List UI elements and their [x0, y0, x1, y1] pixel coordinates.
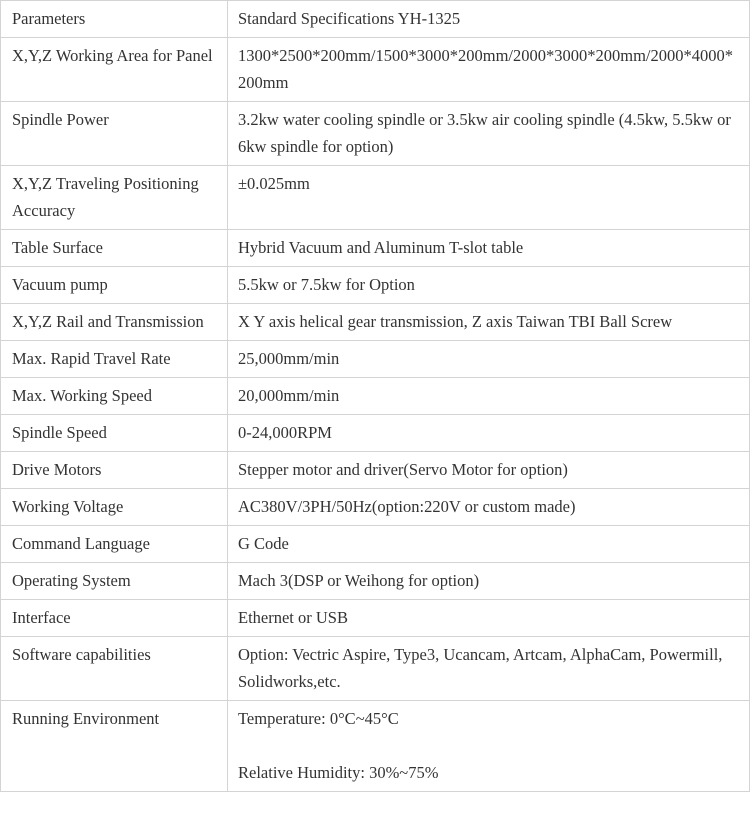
spec-cell: 1300*2500*200mm/1500*3000*200mm/2000*3000*200mm/2000*4000*200mm [228, 38, 750, 102]
parameter-cell: Software capabilities [1, 637, 228, 701]
spec-cell: ±0.025mm [228, 166, 750, 230]
parameter-cell: Working Voltage [1, 489, 228, 526]
header-standard-specifications: Standard Specifications YH-1325 [228, 1, 750, 38]
parameter-cell: X,Y,Z Rail and Transmission [1, 304, 228, 341]
table-row [1, 38, 750, 102]
table-row [1, 637, 750, 701]
parameter-cell: Vacuum pump [1, 267, 228, 304]
relative-humidity-range: Relative Humidity: 30%~75% [238, 763, 439, 782]
line-gap [238, 732, 741, 759]
parameter-cell: X,Y,Z Traveling Positioning Accuracy [1, 166, 228, 230]
table-row [1, 166, 750, 230]
table-header-row [1, 1, 750, 38]
table-row [1, 102, 750, 166]
parameter-cell: Spindle Power [1, 102, 228, 166]
spec-cell: 0-24,000RPM [228, 415, 750, 452]
spec-cell: X Y axis helical gear transmission, Z axis Taiwan TBI Ball Screw [228, 304, 750, 341]
spec-cell: G Code [228, 526, 750, 563]
parameter-cell: Running Environment [1, 701, 228, 792]
parameter-cell: Table Surface [1, 230, 228, 267]
table-row [1, 526, 750, 563]
parameter-cell: Command Language [1, 526, 228, 563]
parameter-cell: Interface [1, 600, 228, 637]
table-row [1, 489, 750, 526]
table-row [1, 341, 750, 378]
spec-cell: Stepper motor and driver(Servo Motor for option) [228, 452, 750, 489]
parameter-cell: Max. Working Speed [1, 378, 228, 415]
parameter-cell: X,Y,Z Working Area for Panel [1, 38, 228, 102]
spec-cell: 5.5kw or 7.5kw for Option [228, 267, 750, 304]
table-row [1, 378, 750, 415]
spec-cell: 25,000mm/min [228, 341, 750, 378]
table-row [1, 452, 750, 489]
spec-cell: Ethernet or USB [228, 600, 750, 637]
parameter-cell: Operating System [1, 563, 228, 600]
table-row [1, 600, 750, 637]
header-parameters: Parameters [1, 1, 228, 38]
table-row [1, 230, 750, 267]
spec-cell: Option: Vectric Aspire, Type3, Ucancam, Artcam, AlphaCam, Powermill, Solidworks,etc. [228, 637, 750, 701]
spec-cell: AC380V/3PH/50Hz(option:220V or custom made) [228, 489, 750, 526]
table-row [1, 304, 750, 341]
table-row [1, 267, 750, 304]
table-row [1, 563, 750, 600]
temperature-range: Temperature: 0°C~45°C [238, 709, 399, 728]
spec-cell: 3.2kw water cooling spindle or 3.5kw air cooling spindle (4.5kw, 5.5kw or 6kw spindle for option) [228, 102, 750, 166]
parameter-cell: Spindle Speed [1, 415, 228, 452]
table-row-running-environment [1, 701, 750, 792]
spec-cell-running-environment [228, 701, 750, 792]
table-row [1, 415, 750, 452]
spec-cell: Hybrid Vacuum and Aluminum T-slot table [228, 230, 750, 267]
parameter-cell: Drive Motors [1, 452, 228, 489]
spec-cell: Mach 3(DSP or Weihong for option) [228, 563, 750, 600]
spec-cell: 20,000mm/min [228, 378, 750, 415]
parameter-cell: Max. Rapid Travel Rate [1, 341, 228, 378]
